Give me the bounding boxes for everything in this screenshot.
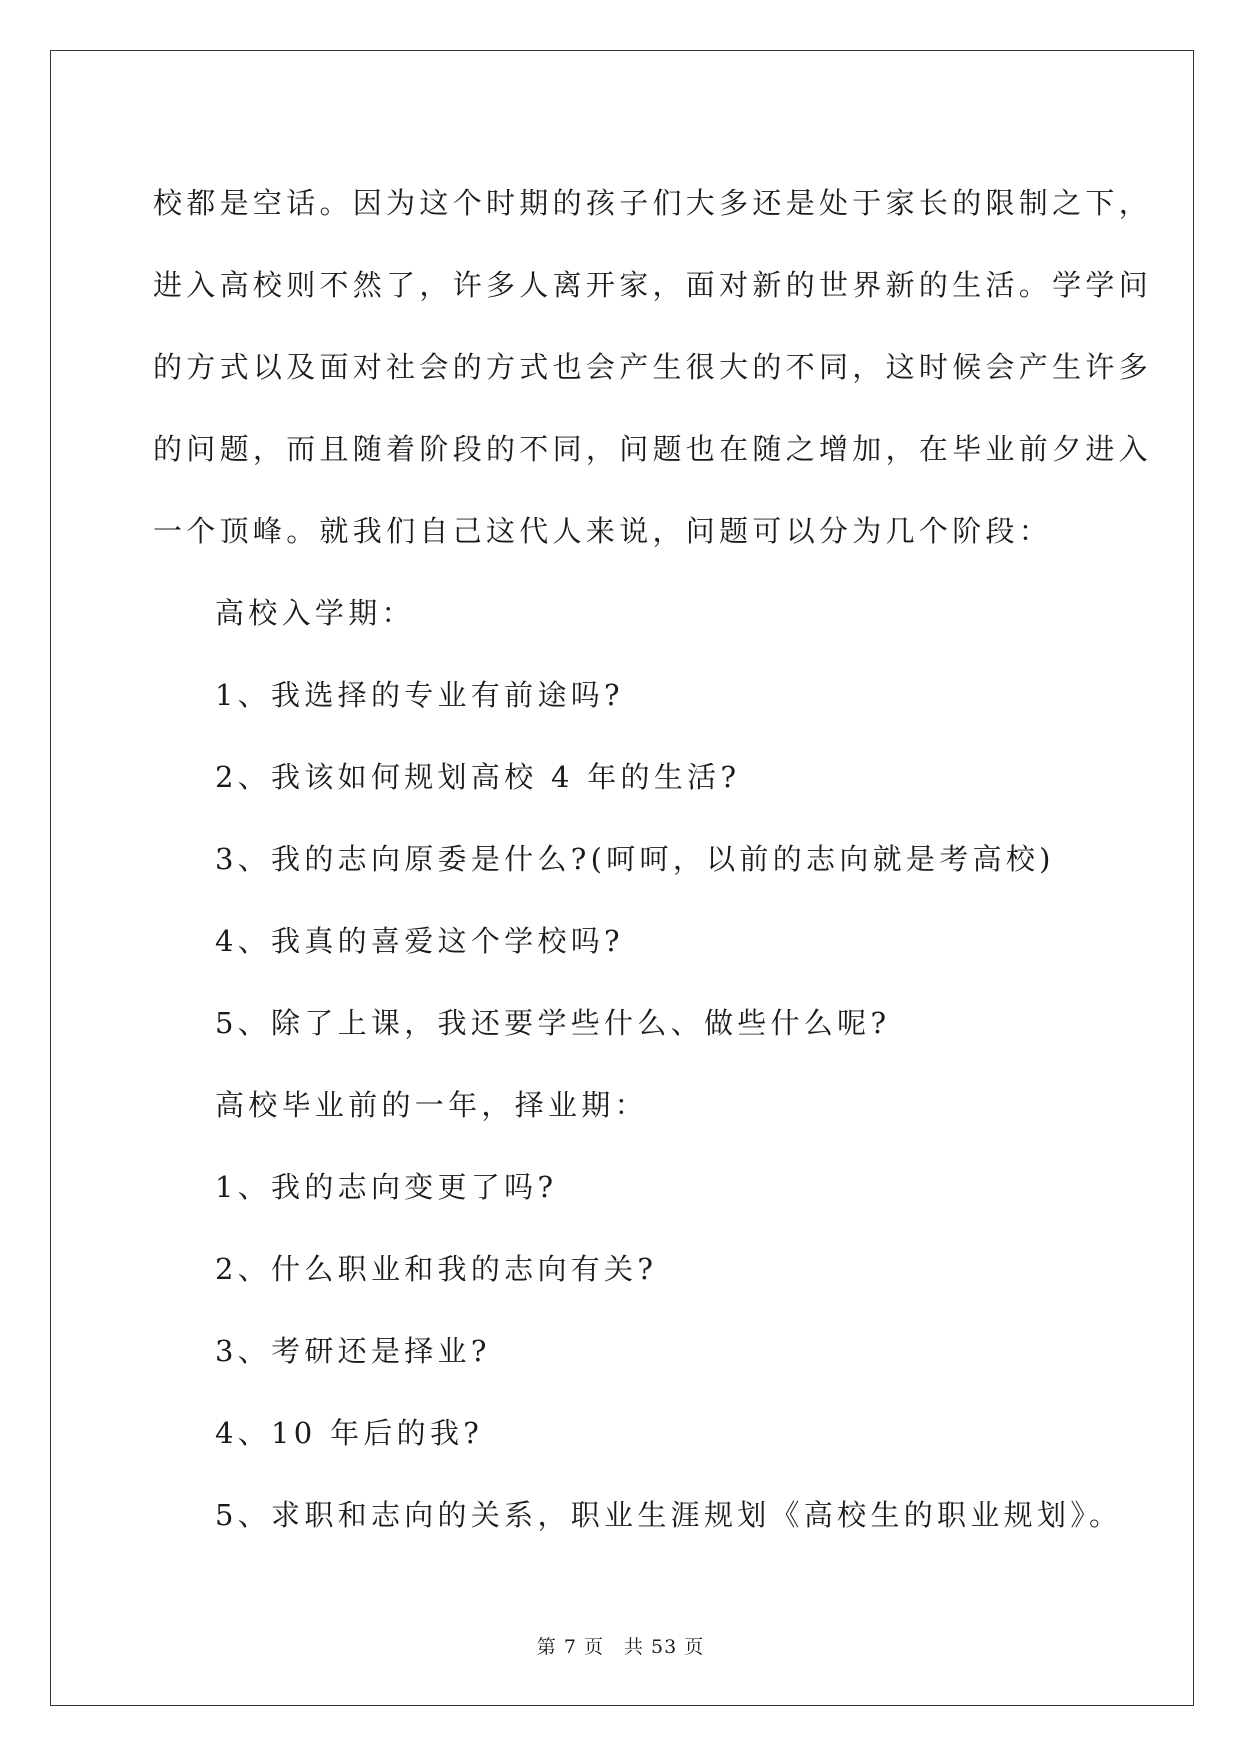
list-item: 5、求职和志向的关系，职业生涯规划《高校生的职业规划》。 — [215, 1498, 1123, 1532]
paragraph-line: 进入高校则不然了，许多人离开家，面对新的世界新的生活。学学问 — [153, 268, 1153, 302]
page-number-total: 共 53 页 — [623, 1636, 705, 1658]
list-item: 4、10 年后的我? — [215, 1416, 484, 1450]
paragraph-line: 一个顶峰。就我们自己这代人来说，问题可以分为几个阶段： — [153, 514, 1053, 548]
list-item: 4、我真的喜爱这个学校吗? — [215, 924, 624, 958]
page-number-current: 第 7 页 — [536, 1636, 604, 1658]
document-body — [153, 162, 1153, 1556]
list-item: 5、除了上课，我还要学些什么、做些什么呢? — [215, 1006, 891, 1040]
section-heading-career: 高校毕业前的一年，择业期： — [215, 1088, 648, 1122]
list-item: 2、什么职业和我的志向有关? — [215, 1252, 658, 1286]
section-heading-enrollment: 高校入学期： — [215, 596, 415, 630]
list-item: 1、我选择的专业有前途吗? — [215, 678, 624, 712]
list-item: 3、考研还是择业? — [215, 1334, 491, 1368]
page-footer — [0, 1632, 1241, 1659]
list-item: 3、我的志向原委是什么?(呵呵，以前的志向就是考高校) — [215, 842, 1055, 876]
paragraph-line: 的问题，而且随着阶段的不同，问题也在随之增加，在毕业前夕进入 — [153, 432, 1153, 466]
list-item: 1、我的志向变更了吗? — [215, 1170, 558, 1204]
paragraph-line: 校都是空话。因为这个时期的孩子们大多还是处于家长的限制之下， — [153, 186, 1153, 220]
paragraph-line: 的方式以及面对社会的方式也会产生很大的不同，这时候会产生许多 — [153, 350, 1153, 384]
list-item: 2、我该如何规划高校 4 年的生活? — [215, 760, 741, 794]
